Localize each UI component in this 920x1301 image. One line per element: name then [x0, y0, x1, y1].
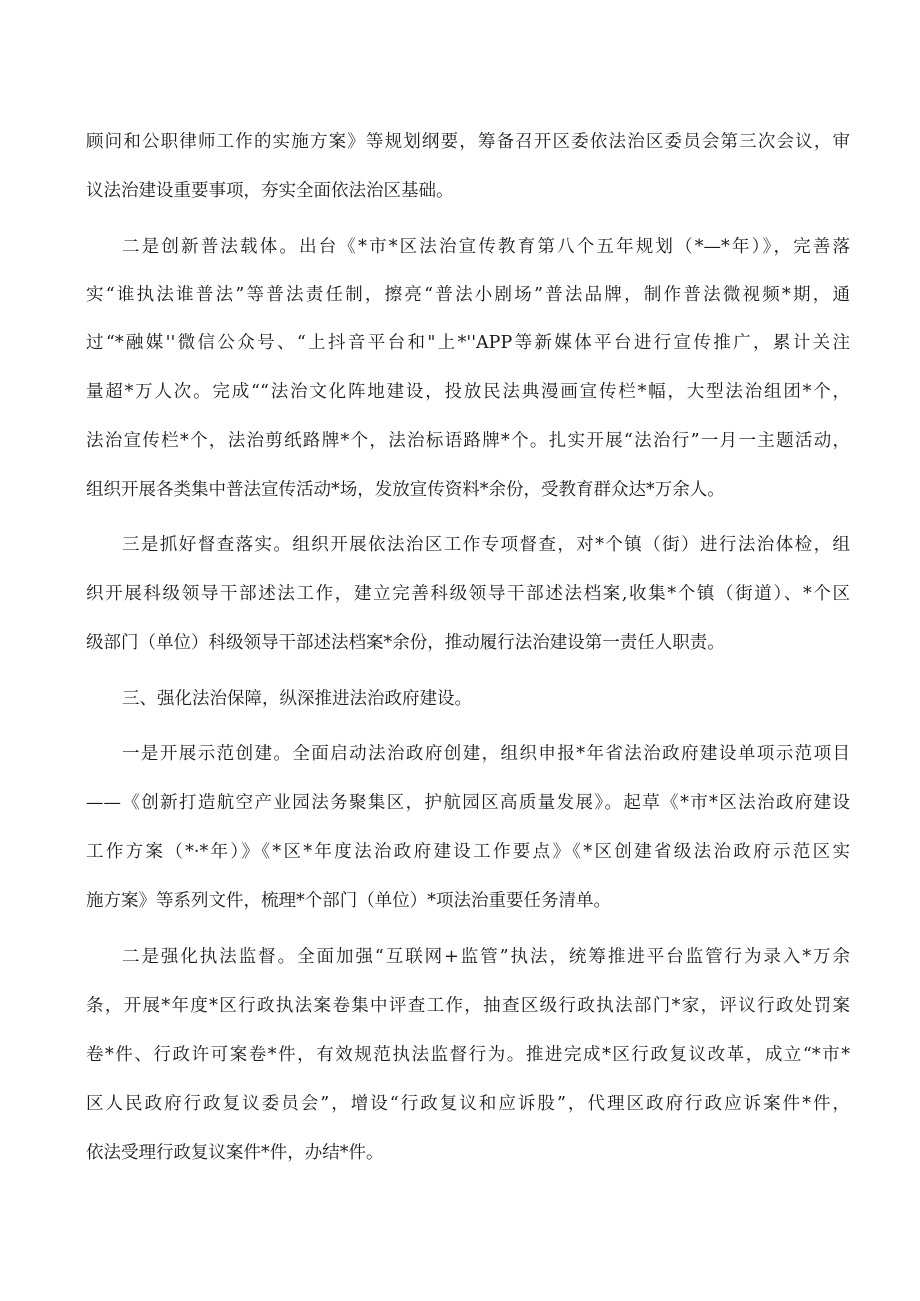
text-line: 级部门（单位）科级领导干部述法档案*余份，推动履行法治建设第一责任人职责。: [86, 633, 725, 653]
text-line: 三是抓好督查落实。组织开展依法治区工作专项督查，对*个镇（街）进行法治体检，组: [122, 535, 850, 555]
text-line: 顾问和公职律师工作的实施方案》等规划纲要，筹备召开区委依法治区委员会第三次会议，审: [86, 132, 850, 152]
text-line: ——《创新打造航空产业园法务聚集区，护航园区高质量发展》。起草《*市*区法治政府建设: [86, 793, 850, 813]
text-line: 卷*件、行政许可案卷*件，有效规范执法监督行为。推进完成*区行政复议改革，成立“*市*: [86, 1045, 850, 1065]
text-line: 区人民政府行政复议委员会”，增设“行政复议和应诉股”，代理区政府行政应诉案件*件，: [86, 1094, 850, 1114]
text-line: 织开展科级领导干部述法工作，建立完善科级领导干部述法档案,收集*个镇（街道）、*个区: [86, 584, 850, 604]
text-line: 一是开展示范创建。全面启动法治政府创建，组织申报*年省法治政府建设单项示范项目: [122, 744, 850, 764]
text-line: 工作方案（*·*年）》《*区*年度法治政府建设工作要点》《*区创建省级法治政府示范区实: [86, 842, 850, 862]
text-line: 条，开展*年度*区行政执法案卷集中评查工作，抽查区级行政执法部门*家，评议行政处罚案: [86, 996, 850, 1016]
text-line: 二是强化执法监督。全面加强“互联网+监管”执法，统筹推进平台监管行为录入*万余: [122, 947, 850, 967]
text-line: 组织开展各类集中普法宣传活动*场，发放宣传资料*余份，受教育群众达*万余人。: [86, 480, 725, 500]
text-line: 过“*融媒''微信公众号、“上抖音平台和"上*''APP等新媒体平台进行宣传推广，累计关注: [86, 333, 850, 353]
text-line: 二是创新普法载体。出台《*市*区法治宣传教育第八个五年规划（*—*年）》，完善落: [122, 237, 850, 257]
text-line: 量超*万人次。完成““法治文化阵地建设，投放民法典漫画宣传栏*幅，大型法治组团*个，: [86, 382, 850, 402]
text-line: 实“谁执法谁普法”等普法责任制，擦亮“普法小剧场”普法品牌，制作普法微视频*期，通: [86, 285, 850, 305]
text-line: 依法受理行政复议案件*件，办结*件。: [86, 1143, 384, 1163]
text-line: 议法治建设重要事项，夯实全面依法治区基础。: [86, 181, 454, 201]
section-heading: 三、强化法治保障，纵深推进法治政府建设。: [122, 689, 472, 709]
text-line: 法治宣传栏*个，法治剪纸路牌*个，法治标语路牌*个。扎实开展“法治行”一月一主题活动，: [86, 431, 850, 451]
text-line: 施方案》等系列文件，梳理*个部门（单位）*项法治重要任务清单。: [86, 891, 611, 911]
